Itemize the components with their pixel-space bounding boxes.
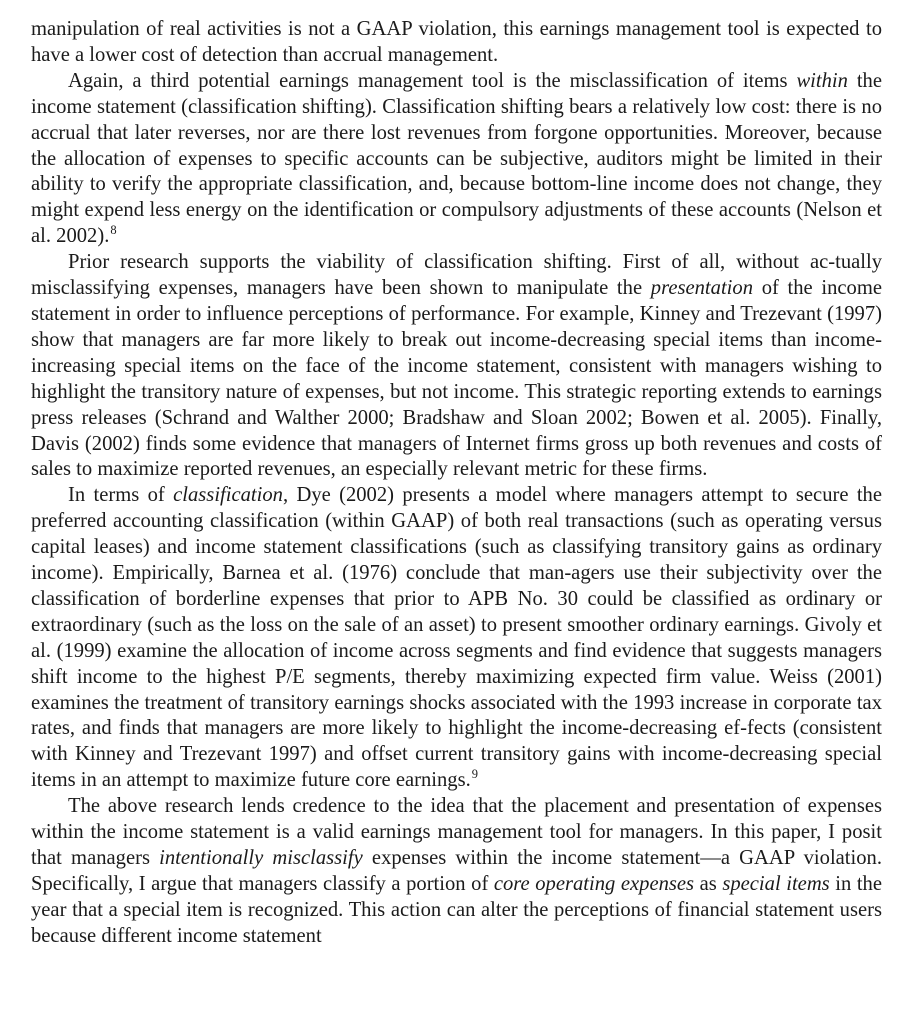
paragraph	[31, 794, 882, 949]
body-text	[31, 17, 882, 950]
text-run: of the income statement in order to influence perceptions of performance. For example, Kinney and Trezevant (1997) show that managers are far more likely to break out income-decreasing special items than income-increasing special items on the face of the income statement, consistent with managers wishing to highlight the transitory nature of expenses, but not income. This strategic reporting extends to earnings press releases (Schrand and Walther 2000; Bradshaw and Sloan 2002; Bowen et al. 2005). Finally, Davis (2002) finds some evidence that managers of Internet firms gross up both revenues and costs of sales to maximize reported revenues, an especially relevant metric for these firms.	[31, 277, 882, 481]
italic-text: special items	[722, 872, 830, 895]
text-run: in the year that a special item is recognized. This action can alter the perceptions of financial statement users because different income statement	[31, 872, 882, 947]
paragraph	[31, 483, 882, 794]
text-run: as	[694, 872, 723, 895]
text-run: the income statement (classification shifting). Classification shifting bears a relatively low cost: there is no accrual that later reverses, nor are there lost revenues from forgone opportunities. Moreover, because the allocation of expenses to specific accounts can be subjective, auditors might be limited in their ability to verify the appropriate classification, and, because bottom-line income does not change, they might expend less energy on the identification or compulsory adjustments of these accounts (Nelson et al. 2002).	[31, 69, 882, 248]
text-run: expenses within the income statement—a GAAP violation. Specifically, I argue that managers classify a portion of	[31, 847, 882, 895]
italic-text: core operating expenses	[493, 872, 695, 895]
footnote-marker: 9	[471, 767, 479, 782]
text-run: In terms of	[68, 484, 174, 507]
text-run: The above research lends credence to the idea that the placement and presentation of expenses within the income statement is a valid earnings management tool for managers. In this paper, I posit that managers	[31, 795, 882, 869]
paragraph	[31, 250, 882, 483]
italic-text: presentation	[650, 277, 753, 300]
italic-text: within	[796, 69, 848, 92]
italic-text: intentionally misclassify	[159, 847, 363, 869]
footnote-marker: 8	[110, 223, 117, 238]
text-run: manipulation of real activities is not a GAAP violation, this earnings management tool is expected to have a lower cost of detection than accrual management.	[31, 18, 882, 66]
text-run: Prior research supports the viability of classification shifting. First of all, without ac-tually misclassifying expenses, managers have been shown to manipulate the	[31, 251, 882, 300]
italic-text: classification	[173, 484, 283, 507]
paragraph	[31, 69, 882, 250]
text-run: Again, a third potential earnings management tool is the misclassification of items	[68, 69, 797, 92]
text-run: , Dye (2002) presents a model where managers attempt to secure the preferred accounting classification (within GAAP) of both real transactions (such as operating versus capital leases) and income statement classifications (such as classifying transitory gains as ordinary income). Empirically, Barnea et al. (1976) conclude that man-agers use their subjectivity over the classification of borderline expenses that prior to APB No. 30 could be classified as ordinary or extraordinary (such as the loss on the sale of an asset) to present smoother ordinary earnings. Givoly et al. (1999) examine the allocation of income across segments and find evidence that suggests managers shift income to the highest P/E segments, thereby maximizing expected firm value. Weiss (2001) examines the treatment of transitory earnings shocks associated with the 1993 increase in corporate tax rates, and finds that managers are more likely to highlight the income-decreasing ef-fects (consistent with Kinney and Trezevant 1997) and offset current transitory gains with income-decreasing special items in an attempt to maximize future core earnings.	[31, 484, 882, 792]
paragraph	[31, 17, 882, 69]
